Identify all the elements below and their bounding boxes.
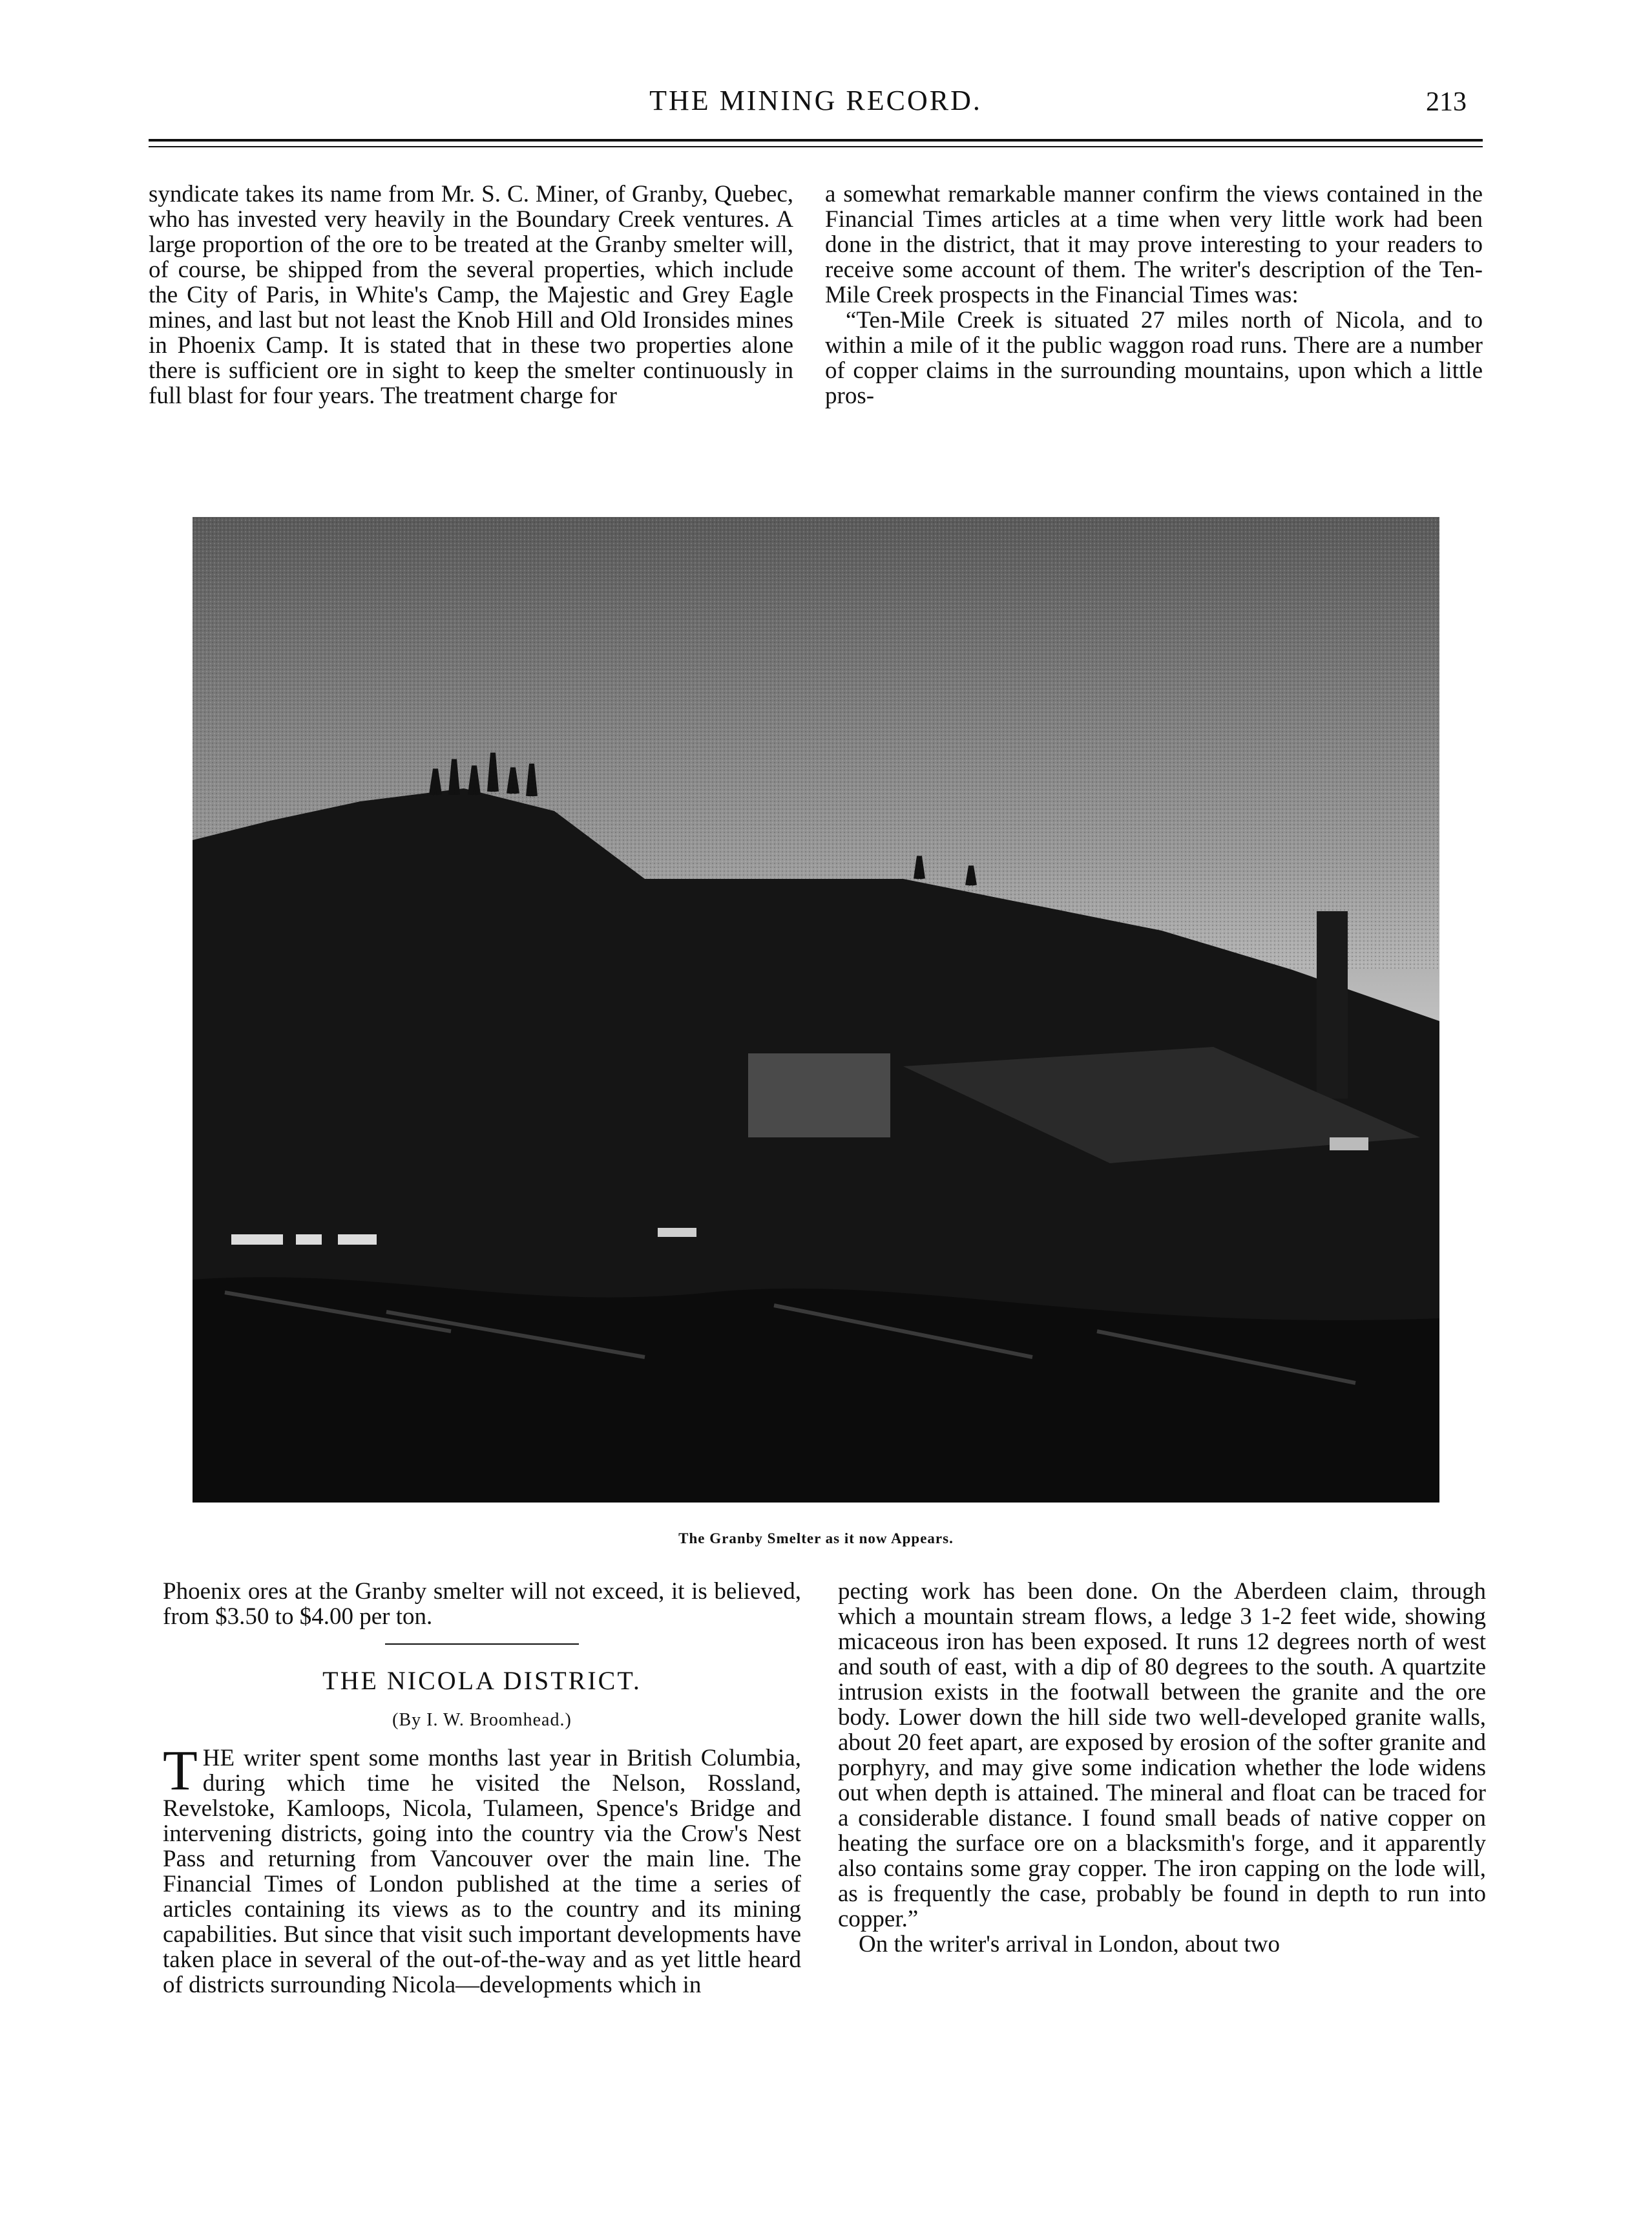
paragraph: On the writer's arrival in London, about two xyxy=(859,1931,1280,1957)
drop-cap: T xyxy=(163,1740,198,1802)
bottom-left-column xyxy=(163,1579,801,1998)
paragraph: pecting work has been done. On the Aberdeen claim, through which a mountain stream flows, a ledge 3 1-2 feet wide, showing micaceous iron has been exposed. It runs 12 degrees north of west and south of east, with a dip of 80 degrees to the south. A quartzite intrusion exists in the footwall between the granite and the ore body. Lower down the hill side two well-developed granite walls, about 20 feet apart, are exposed by erosion of the softer granite and porphyry, and may give some indication whether the lode widens out when depth is attained. The mineral and float can be traced for a considerable distance. I found small beads of native copper on heating the surface ore on a blacksmith's forge, and it apparently also contains some gray copper. The iron capping on the lode will, as is frequently the case, probably be found in depth to run into copper.” xyxy=(838,1578,1486,1932)
top-left-column xyxy=(149,182,793,408)
granby-smelter-photo xyxy=(193,517,1439,1503)
paragraph: Phoenix ores at the Granby smelter will not exceed, it is believed, from $3.50 to $4.00 per ton. xyxy=(163,1578,801,1630)
header-rule-thin xyxy=(149,146,1483,147)
section-title: THE NICOLA DISTRICT. xyxy=(322,1666,642,1695)
byline: (By I. W. Broomhead.) xyxy=(392,1710,572,1730)
paragraph: a somewhat remarkable manner confirm the views contained in the Financial Times articles at a time when very little work had been done in the district, that it may prove interesting to your readers to receive some account of them. The writer's description of the Ten-Mile Creek prospects in the Financial Times was: xyxy=(825,181,1483,308)
figure-caption: The Granby Smelter as it now Appears. xyxy=(678,1530,954,1546)
page-number: 213 xyxy=(1426,87,1467,117)
paragraph-text: HE writer spent some months last year in British Columbia, during which time he visited the Nelson, Rossland, Revelstoke, Kamloops, Nicola, Tulameen, Spence's Bridge and intervening districts, going into the country via the Crow's Nest Pass and returning from Vancouver over the main line. The Financial Times of London published at the time a series of articles containing its views as to the country and its mining capabilities. But since that visit such important developments have taken place in several of the out-of-the-way and as yet little heard of districts surrounding Nicola—developments which in xyxy=(163,1745,801,1998)
top-right-column xyxy=(825,182,1483,408)
running-header xyxy=(149,84,1483,129)
section-divider xyxy=(385,1643,579,1645)
paragraph: syndicate takes its name from Mr. S. C. Miner, of Granby, Quebec, who has invested very heavily in the Boundary Creek ventures. A large proportion of the ore to be treated at the Granby smelter will, of course, be shipped from the several properties, which include the City of Paris, in White's Camp, the Majestic and Grey Eagle mines, and last but not least the Knob Hill and Old Ironsides mines in Phoenix Camp. It is stated that in these two properties alone there is sufficient ore in sight to keep the smelter continuously in full blast for four years. The treatment charge for xyxy=(149,181,793,409)
paragraph xyxy=(163,1740,801,1998)
paragraph: “Ten-Mile Creek is situated 27 miles north of Nicola, and to within a mile of it the public waggon road runs. There are a number of copper claims in the surrounding mountains, upon which a little pros- xyxy=(825,307,1483,409)
journal-title: THE MINING RECORD. xyxy=(649,85,982,116)
smelter-photo-illustration xyxy=(193,517,1439,1503)
header-rule-thick xyxy=(149,139,1483,142)
bottom-right-column xyxy=(838,1579,1486,1957)
